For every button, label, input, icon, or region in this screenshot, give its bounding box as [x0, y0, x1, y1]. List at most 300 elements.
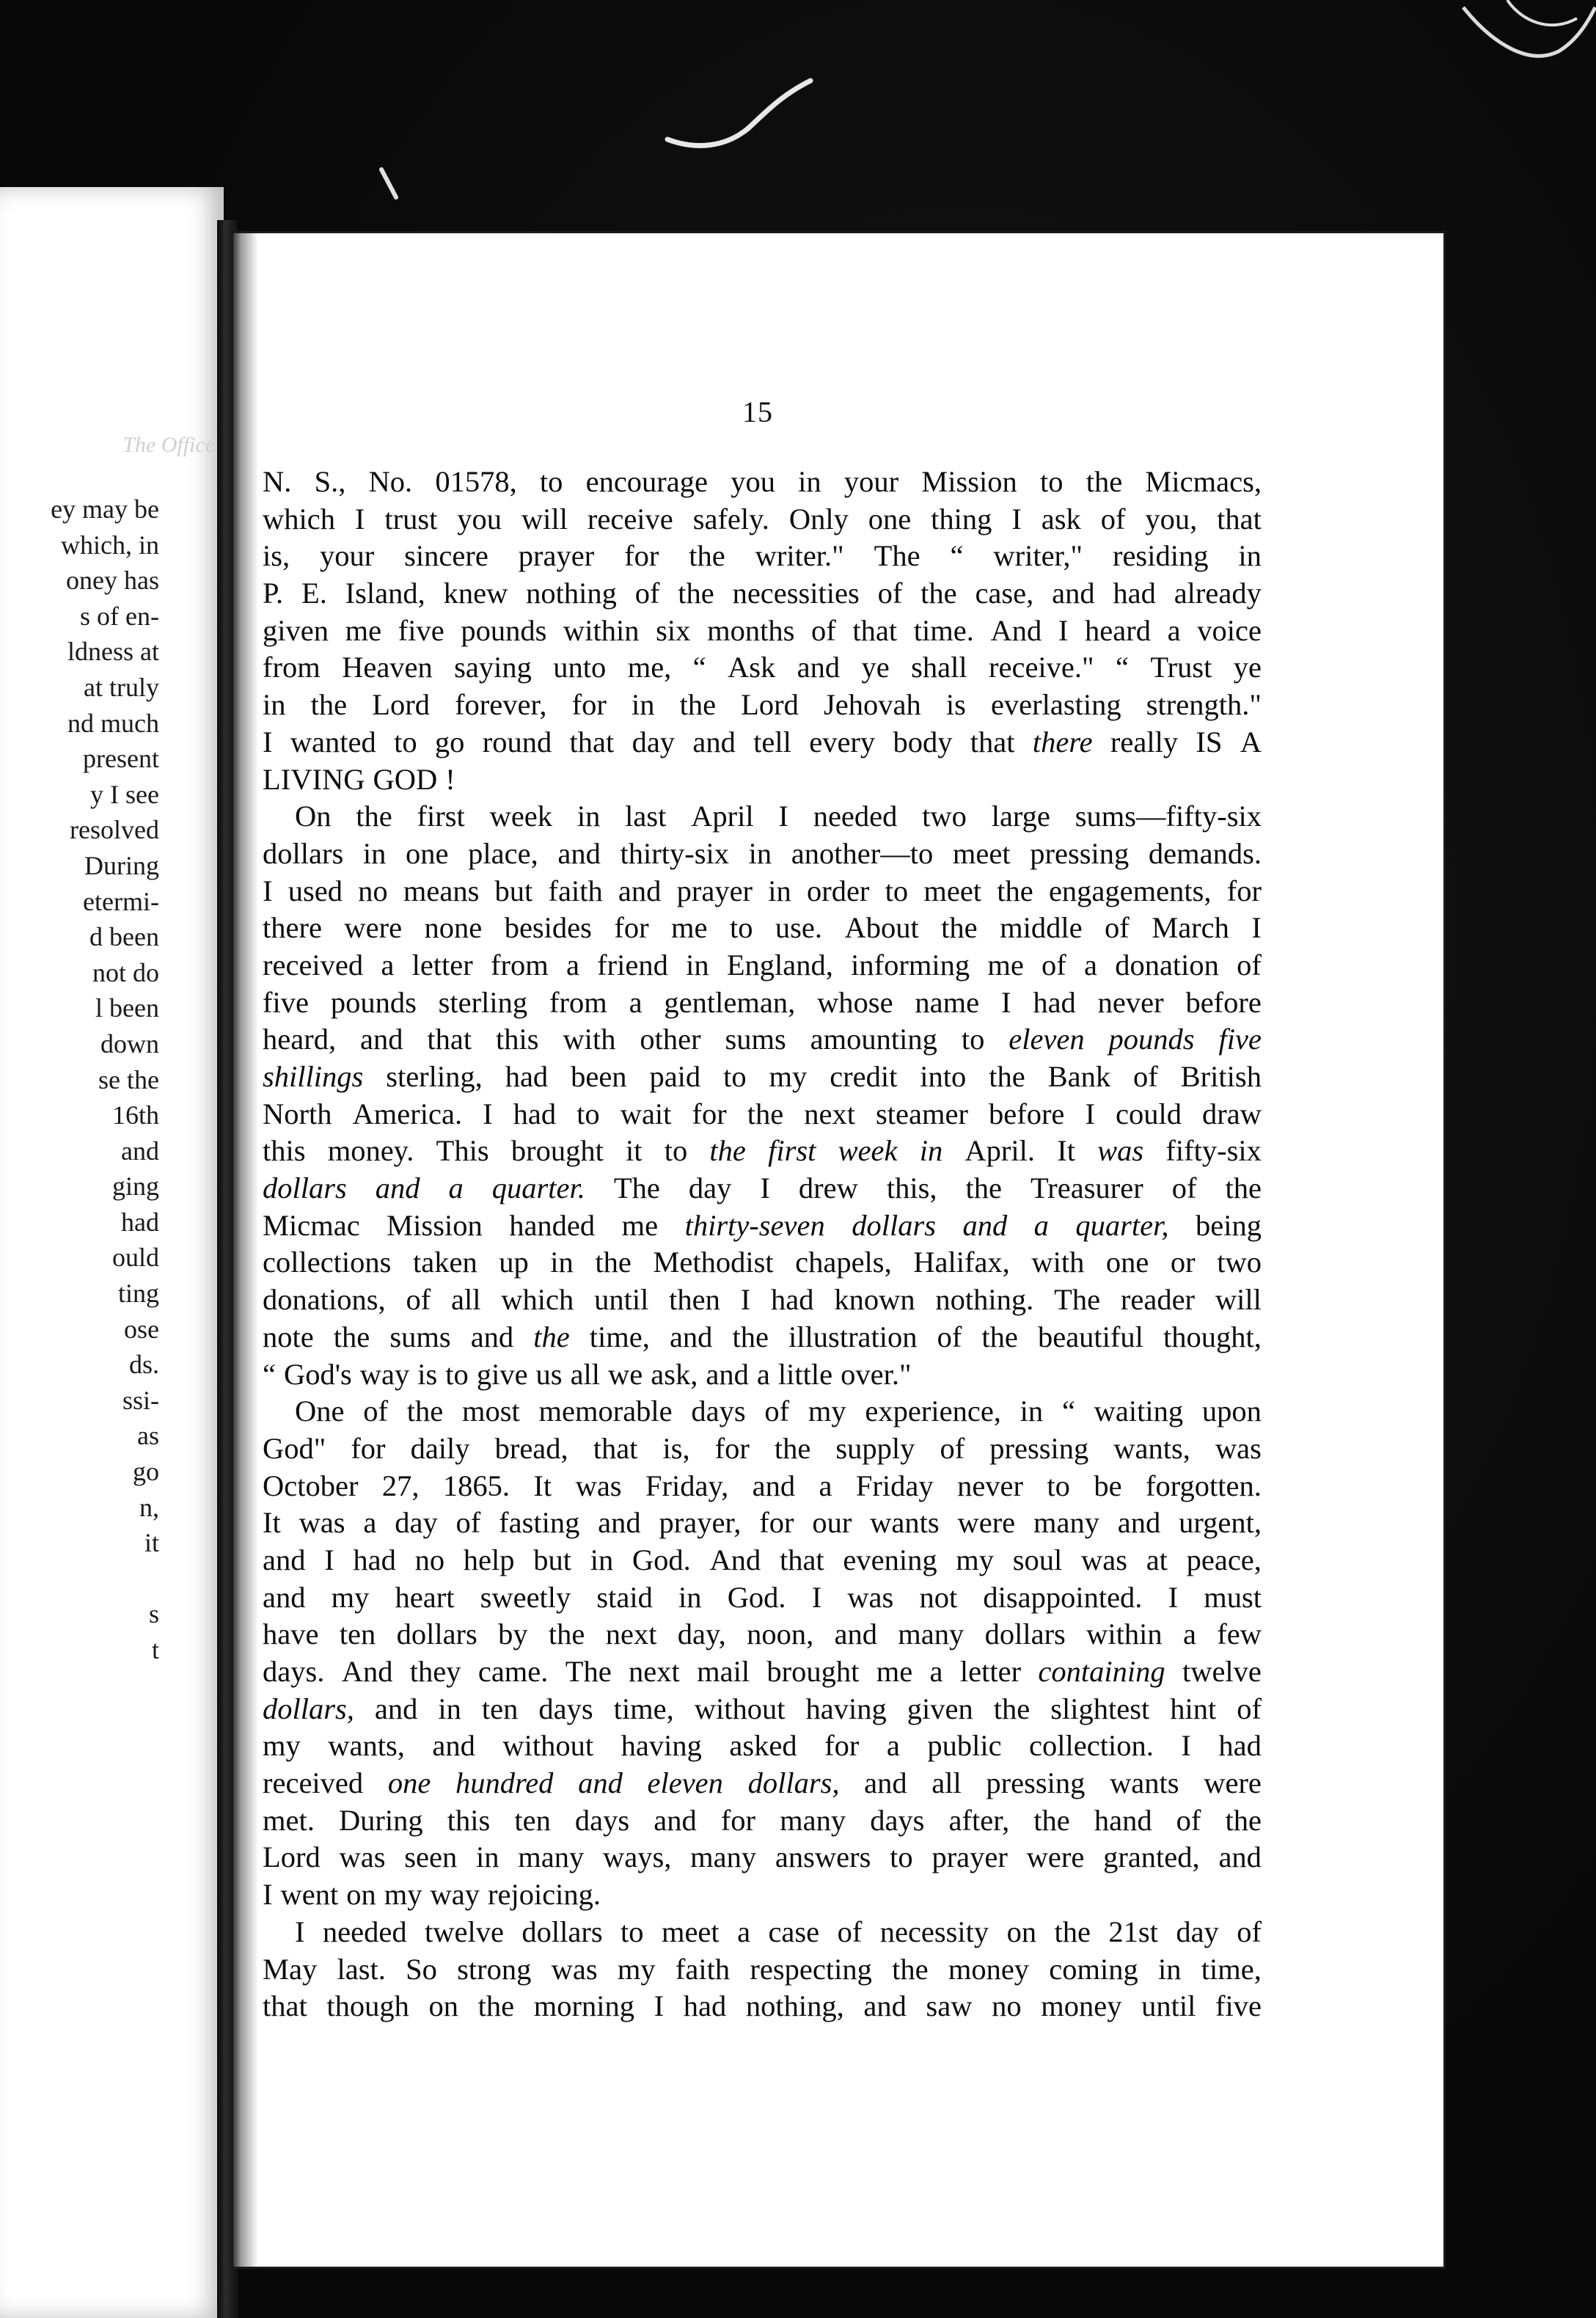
word: ye: [1233, 651, 1262, 684]
left-page-text-fragments: [0, 491, 159, 1668]
word: reader: [1120, 1283, 1196, 1317]
word: taken: [412, 1246, 477, 1279]
word: friend: [597, 948, 668, 981]
word: had: [505, 1060, 549, 1093]
left-page-line: ging: [111, 1171, 159, 1202]
text-line: [263, 1021, 1262, 1059]
word: rejoicing.: [487, 1878, 601, 1912]
word: sums—fifty-six: [1075, 800, 1262, 833]
word: receive: [587, 502, 673, 535]
word: the: [678, 577, 714, 610]
word: I: [1058, 613, 1069, 647]
word: little: [777, 1357, 833, 1391]
word: amounting: [810, 1023, 937, 1056]
left-facing-page: [0, 187, 224, 2318]
word: next: [804, 1097, 855, 1130]
word: of: [937, 1320, 962, 1353]
left-page-line: ds.: [128, 1350, 159, 1380]
word: Halifax,: [913, 1246, 1010, 1279]
word: waiting: [1094, 1394, 1184, 1428]
word: seen: [404, 1840, 458, 1874]
left-page-line: had: [121, 1207, 159, 1237]
word: God.: [632, 1543, 691, 1576]
word: and: [962, 1208, 1008, 1242]
word: needed: [322, 1915, 407, 1948]
word: in: [590, 1543, 614, 1576]
word: and: [618, 874, 662, 907]
word: with: [1031, 1246, 1085, 1279]
word: in: [678, 1580, 702, 1614]
word: noon,: [747, 1617, 814, 1651]
word: pounds: [330, 985, 417, 1019]
word: many: [898, 1617, 964, 1651]
text-line: [263, 1207, 1262, 1245]
word: many: [780, 1803, 846, 1837]
text-line: [263, 984, 1262, 1022]
text-line: [263, 1133, 1262, 1170]
word: that: [1217, 502, 1262, 535]
word: E.: [301, 577, 327, 610]
word: the: [679, 688, 717, 722]
word: drew: [798, 1171, 858, 1205]
word: us: [535, 1357, 563, 1391]
word: in: [438, 1692, 461, 1725]
word: sums: [725, 1023, 786, 1056]
word: tell: [753, 725, 791, 758]
word: had: [771, 1283, 814, 1317]
word: to: [445, 1357, 469, 1391]
left-page-ghost-text: The Office: [122, 433, 215, 457]
word: the: [548, 1617, 585, 1651]
word: all: [931, 1766, 962, 1800]
word: chapels,: [795, 1246, 892, 1279]
text-line: [263, 798, 1262, 836]
word: had: [513, 1097, 557, 1130]
word: And: [341, 1655, 393, 1688]
word: day: [395, 1506, 438, 1540]
word: meet: [661, 1915, 720, 1948]
word: the: [965, 1171, 1002, 1205]
word: prayer: [931, 1840, 1008, 1874]
word: at: [1146, 1543, 1168, 1576]
word: the: [709, 1134, 746, 1168]
word: April.: [964, 1134, 1036, 1168]
word: this: [263, 1134, 306, 1168]
word: experience,: [865, 1394, 1001, 1428]
text-line: [263, 1059, 1262, 1096]
word: of: [1100, 502, 1126, 535]
word: for: [714, 1431, 750, 1465]
word: and: [669, 1320, 713, 1353]
left-page-line: down: [100, 1028, 159, 1059]
word: for: [624, 539, 659, 573]
word: of: [764, 1394, 790, 1428]
word: This: [436, 1134, 489, 1168]
word: Friday: [855, 1469, 934, 1502]
word: saw: [926, 1989, 973, 2023]
word: had: [1113, 577, 1156, 610]
word: pressing: [1030, 836, 1130, 870]
word: is,: [263, 539, 290, 573]
word: not: [919, 1580, 958, 1614]
word: in: [686, 948, 709, 981]
text-line: [263, 1504, 1262, 1542]
word: Mission: [387, 1208, 483, 1242]
word: my: [331, 1580, 370, 1614]
word: there: [1032, 725, 1093, 758]
word: fasting: [499, 1506, 580, 1540]
word: to: [729, 911, 753, 945]
word: and: [432, 1729, 475, 1763]
word: meet: [952, 836, 1011, 870]
word: staid: [596, 1580, 653, 1614]
text-line: [263, 464, 1262, 501]
word: days: [538, 1692, 593, 1725]
word: the: [1225, 1803, 1262, 1837]
word: by: [498, 1617, 528, 1651]
word: October: [263, 1469, 359, 1502]
word: case,: [975, 577, 1034, 610]
word: from: [549, 985, 607, 1019]
word: the: [1225, 1171, 1262, 1205]
word: the: [310, 688, 348, 722]
word: this,: [886, 1171, 937, 1205]
word: other: [640, 1023, 701, 1056]
word: IS: [1196, 725, 1223, 758]
left-page-line: ould: [111, 1243, 159, 1273]
word: engagements,: [1048, 874, 1212, 907]
left-page-line: resolved: [70, 815, 159, 845]
word: and: [374, 1692, 418, 1725]
word: 01578,: [435, 465, 517, 498]
word: middle: [1000, 911, 1083, 945]
word: day,: [677, 1617, 726, 1651]
word: meet: [923, 874, 982, 907]
word: into: [920, 1060, 967, 1093]
text-line: [263, 1393, 1262, 1430]
word: prayer: [676, 874, 753, 907]
word: went: [280, 1878, 339, 1912]
word: of: [810, 613, 836, 647]
word: really: [1110, 725, 1179, 758]
word: Ask: [728, 651, 776, 684]
text-line: [263, 1356, 1262, 1394]
word: was: [551, 1952, 598, 1986]
word: be: [1094, 1469, 1122, 1502]
text-line: [263, 910, 1262, 947]
word: S.,: [314, 465, 346, 498]
word: and: [578, 1766, 623, 1800]
word: God.: [727, 1580, 786, 1614]
word: eleven: [1009, 1023, 1085, 1056]
left-page-line: at truly: [84, 672, 159, 702]
word: me: [987, 948, 1024, 981]
left-page-line: and: [121, 1136, 159, 1166]
word: and: [557, 836, 601, 870]
text-line: [263, 1319, 1262, 1356]
word: in: [631, 688, 655, 722]
word: is,: [662, 1431, 690, 1465]
word: pressing: [989, 1431, 1089, 1465]
word: help: [463, 1543, 515, 1576]
text-line: [263, 1579, 1262, 1617]
left-page-line: as: [137, 1421, 159, 1451]
word: and: [470, 1320, 514, 1353]
word: on: [428, 1989, 458, 2023]
word: and: [834, 1617, 877, 1651]
word: I: [1251, 911, 1262, 945]
word: days: [691, 1394, 746, 1428]
word: the: [732, 1320, 769, 1353]
page-number: 15: [742, 395, 773, 428]
word: a: [363, 1506, 377, 1540]
word: body: [893, 725, 953, 758]
word: was: [339, 1840, 386, 1874]
word: my: [769, 1060, 808, 1093]
word: five: [263, 985, 309, 1019]
word: sweetly: [480, 1580, 571, 1614]
word: pounds: [1108, 1023, 1195, 1056]
text-line: [263, 1914, 1262, 1951]
word: thought,: [1163, 1320, 1262, 1353]
word: hand: [1094, 1803, 1152, 1837]
text-line: [263, 1170, 1262, 1207]
word: my: [384, 1878, 422, 1912]
word: and: [864, 1766, 907, 1800]
word: “: [692, 651, 706, 684]
word: I: [263, 1878, 273, 1912]
word: steamer: [876, 1097, 968, 1130]
text-line: [263, 1839, 1262, 1876]
word: evening: [843, 1543, 937, 1576]
word: wait: [620, 1097, 672, 1130]
word: that: [427, 1023, 472, 1056]
word: safely.: [692, 502, 769, 535]
word: the: [333, 1320, 370, 1353]
word: the: [595, 1246, 632, 1279]
word: May: [263, 1952, 318, 1986]
word: for: [1226, 874, 1262, 907]
word: dollars: [852, 1208, 936, 1242]
word: the: [356, 800, 392, 833]
word: strength.": [1146, 688, 1262, 722]
word: residing: [1112, 539, 1209, 573]
word: that: [779, 1543, 824, 1576]
word: It: [1057, 1134, 1075, 1168]
word: Micmac: [263, 1208, 360, 1242]
stray-tick-mark: [376, 165, 405, 202]
word: No.: [368, 465, 413, 498]
word: ten: [514, 1803, 551, 1837]
word: morning: [533, 1989, 634, 2023]
text-line: [263, 873, 1262, 910]
word: heart: [395, 1580, 455, 1614]
word: urgent,: [1179, 1506, 1262, 1540]
word: bread,: [494, 1431, 568, 1465]
word: Lord: [263, 1840, 321, 1874]
word: my: [956, 1543, 995, 1576]
word: in: [768, 874, 791, 907]
word: a: [756, 1357, 770, 1391]
word: sterling: [438, 985, 528, 1019]
word: having: [805, 1692, 887, 1725]
word: ask,: [651, 1357, 698, 1391]
word: me,: [627, 651, 672, 684]
left-page-line: ose: [124, 1314, 159, 1344]
word: that: [970, 725, 1015, 758]
word: with: [563, 1023, 616, 1056]
word: many: [518, 1840, 585, 1874]
word: the: [406, 1394, 444, 1428]
left-page-line: [0, 1561, 159, 1597]
word: five: [1215, 1989, 1262, 2023]
word: I: [1000, 985, 1011, 1019]
left-page-line: which, in: [61, 530, 159, 560]
word: my: [263, 1729, 301, 1763]
word: a: [1084, 948, 1097, 981]
word: credit: [830, 1060, 898, 1093]
word: granted,: [1103, 1840, 1200, 1874]
word: given: [263, 613, 329, 647]
word: in: [476, 1840, 499, 1874]
word: of: [406, 1283, 431, 1317]
text-line: [263, 538, 1262, 575]
word: name: [915, 985, 980, 1019]
word: the: [892, 1952, 929, 1986]
text-line: [263, 649, 1262, 687]
word: !: [445, 762, 455, 796]
word: Heaven: [342, 651, 433, 684]
word: Jehovah: [824, 688, 921, 722]
word: The: [565, 1655, 612, 1688]
word: I: [740, 1283, 751, 1317]
word: illustration: [788, 1320, 918, 1353]
word: supply: [835, 1431, 915, 1465]
page-edge-shadow: [233, 233, 258, 2267]
word: a: [381, 948, 395, 981]
word: gentleman,: [664, 985, 796, 1019]
left-page-line: nd much: [67, 708, 159, 738]
word: a: [1033, 1208, 1049, 1242]
word: which: [263, 502, 335, 535]
word: dollars: [396, 1617, 477, 1651]
word: for: [692, 1097, 727, 1130]
word: last.: [337, 1952, 386, 1986]
word: “: [1115, 651, 1129, 684]
word: asked: [729, 1729, 797, 1763]
word: no: [414, 1543, 445, 1576]
word: will: [521, 502, 568, 535]
word: was: [847, 1580, 894, 1614]
word: this: [447, 1803, 491, 1837]
word: dollars,: [263, 1692, 354, 1725]
word: were: [1204, 1766, 1262, 1800]
word: unto: [553, 651, 607, 684]
word: faith: [675, 1952, 731, 1986]
word: Lord: [372, 688, 430, 722]
word: knew: [443, 577, 508, 610]
word: two: [922, 800, 967, 833]
left-page-line: n,: [139, 1492, 159, 1522]
word: answers: [775, 1840, 871, 1874]
word: dollars: [984, 1617, 1066, 1651]
word: then: [669, 1283, 720, 1317]
word: most: [461, 1394, 520, 1428]
word: one: [406, 836, 449, 870]
word: but: [533, 1543, 571, 1576]
word: and: [863, 1989, 907, 2023]
word: in: [1238, 539, 1262, 573]
word: and: [1218, 1840, 1262, 1874]
left-page-line: present: [83, 744, 159, 774]
word: And: [990, 613, 1042, 647]
word: no: [358, 874, 388, 907]
word: ten: [481, 1692, 519, 1725]
word: last: [625, 800, 667, 833]
word: the: [981, 1320, 1018, 1353]
word: The: [874, 539, 920, 573]
word: have: [263, 1617, 319, 1651]
word: wants,: [1113, 1431, 1190, 1465]
word: The: [1054, 1283, 1101, 1317]
word: my: [808, 1394, 846, 1428]
word: The: [613, 1171, 660, 1205]
word: me: [621, 1208, 659, 1242]
word: of: [1171, 1171, 1197, 1205]
word: Only: [788, 502, 849, 535]
word: and: [706, 1357, 749, 1391]
word: your: [320, 539, 375, 573]
word: Friday,: [645, 1469, 729, 1502]
word: demands.: [1148, 836, 1262, 870]
word: for: [759, 1506, 794, 1540]
word: from: [263, 651, 321, 684]
word: day: [688, 1171, 732, 1205]
left-page-line: ssi-: [122, 1385, 159, 1415]
word: of: [1105, 911, 1130, 945]
word: twelve: [1182, 1655, 1262, 1688]
word: of: [1237, 1915, 1262, 1948]
text-line: [263, 1430, 1262, 1468]
word: N.: [263, 465, 292, 498]
word: containing: [1038, 1655, 1165, 1688]
left-page-line: y I see: [90, 779, 159, 809]
word: the: [920, 577, 957, 610]
word: writer.": [755, 539, 844, 573]
word: one: [387, 1766, 431, 1800]
left-page-line: ting: [117, 1279, 159, 1309]
word: to: [885, 874, 909, 907]
word: whose: [817, 985, 893, 1019]
word: after,: [948, 1803, 1010, 1837]
word: within: [1086, 1617, 1163, 1651]
word: soul: [1012, 1543, 1063, 1576]
word: a: [929, 1655, 943, 1688]
word: none: [424, 911, 483, 945]
word: place,: [468, 836, 538, 870]
word: hundred: [455, 1766, 554, 1800]
word: had: [683, 1989, 727, 2023]
word: Island,: [345, 577, 425, 610]
word: way: [359, 1357, 410, 1391]
text-line: [263, 1096, 1262, 1133]
word: P.: [263, 577, 284, 610]
word: time,: [1201, 1952, 1262, 1986]
word: America.: [352, 1097, 463, 1130]
word: one: [868, 502, 912, 535]
word: brought: [766, 1655, 860, 1688]
text-line: [263, 1765, 1262, 1802]
